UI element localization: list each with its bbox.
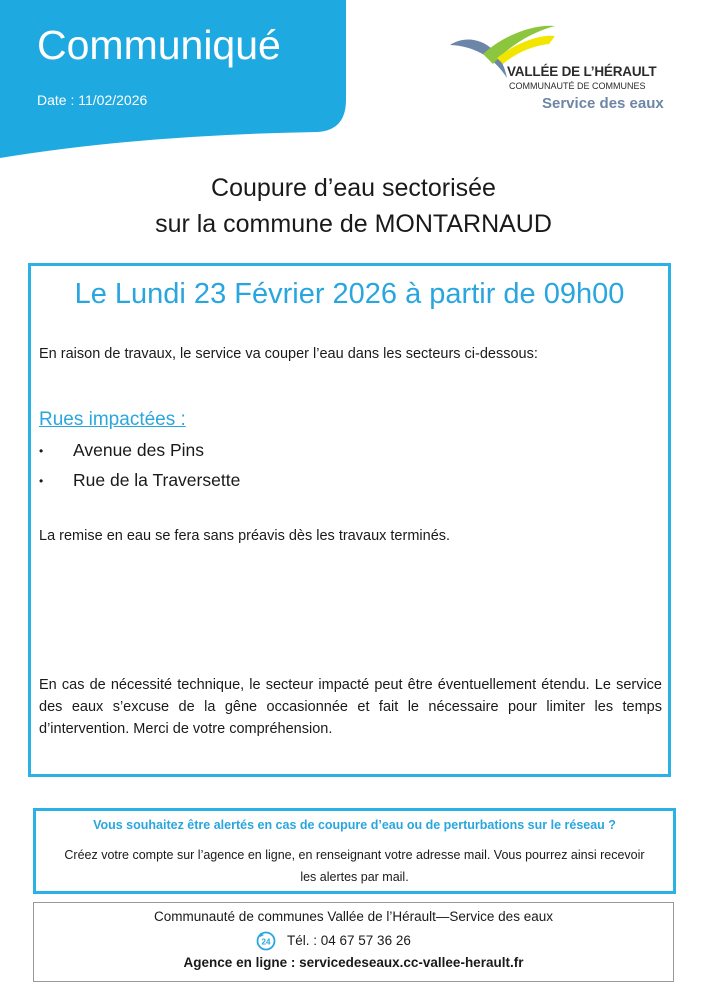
main-title-line1: Coupure d’eau sectorisée	[211, 174, 496, 202]
phone-icon-text: 24	[261, 937, 271, 947]
logo-name: VALLÉE DE L’HÉRAULT	[507, 64, 657, 79]
notice-box	[28, 263, 671, 777]
main-title	[0, 170, 707, 242]
contact-org: Communauté de communes Vallée de l’Hérault—Service des eaux	[154, 909, 553, 924]
date-heading: Le Lundi 23 Février 2026 à partir de 09h00	[74, 278, 625, 310]
logo-subtitle: COMMUNAUTÉ DE COMMUNES	[509, 81, 646, 91]
footnote-text: En cas de nécessité technique, le secteur impacté peut être éventuellement étendu. Le service des eaux s’excuse de la gêne occasionnée et fait le nécessaire pour limiter les temps d’intervention. Merci de votre compréhension.	[39, 677, 662, 737]
contact-box	[33, 902, 674, 982]
street-name: Avenue des Pins	[73, 440, 205, 460]
logo	[445, 20, 685, 120]
alert-question: Vous souhaitez être alertés en cas de coupure d’eau ou de perturbations sur le réseau ?	[93, 818, 616, 832]
phone-24-icon	[256, 931, 276, 951]
alert-text: Créez votre compte sur l’agence en ligne, en renseignant votre adresse mail. Vous pourrez ainsi recevoir les alertes par mail.	[64, 848, 645, 884]
remise-text: La remise en eau se fera sans préavis dès les travaux terminés.	[39, 528, 451, 544]
logo-service: Service des eaux	[542, 95, 664, 112]
header-banner	[0, 0, 350, 160]
date-label: Date : 11/02/2026	[37, 92, 148, 108]
phone-number: Tél. : 04 67 57 36 26	[287, 933, 411, 948]
streets-heading: Rues impactées :	[39, 409, 186, 430]
online-agency-link[interactable]: Agence en ligne : servicedeseaux.cc-vallee-herault.fr	[183, 955, 524, 970]
alert-box	[33, 808, 676, 894]
street-name: Rue de la Traversette	[73, 470, 241, 490]
main-title-line2: sur la commune de MONTARNAUD	[155, 210, 552, 238]
bullet-icon: •	[39, 444, 44, 458]
bullet-icon: •	[39, 474, 44, 488]
page-title: Communiqué	[37, 22, 281, 68]
intro-text: En raison de travaux, le service va couper l’eau dans les secteurs ci-dessous:	[39, 346, 538, 362]
